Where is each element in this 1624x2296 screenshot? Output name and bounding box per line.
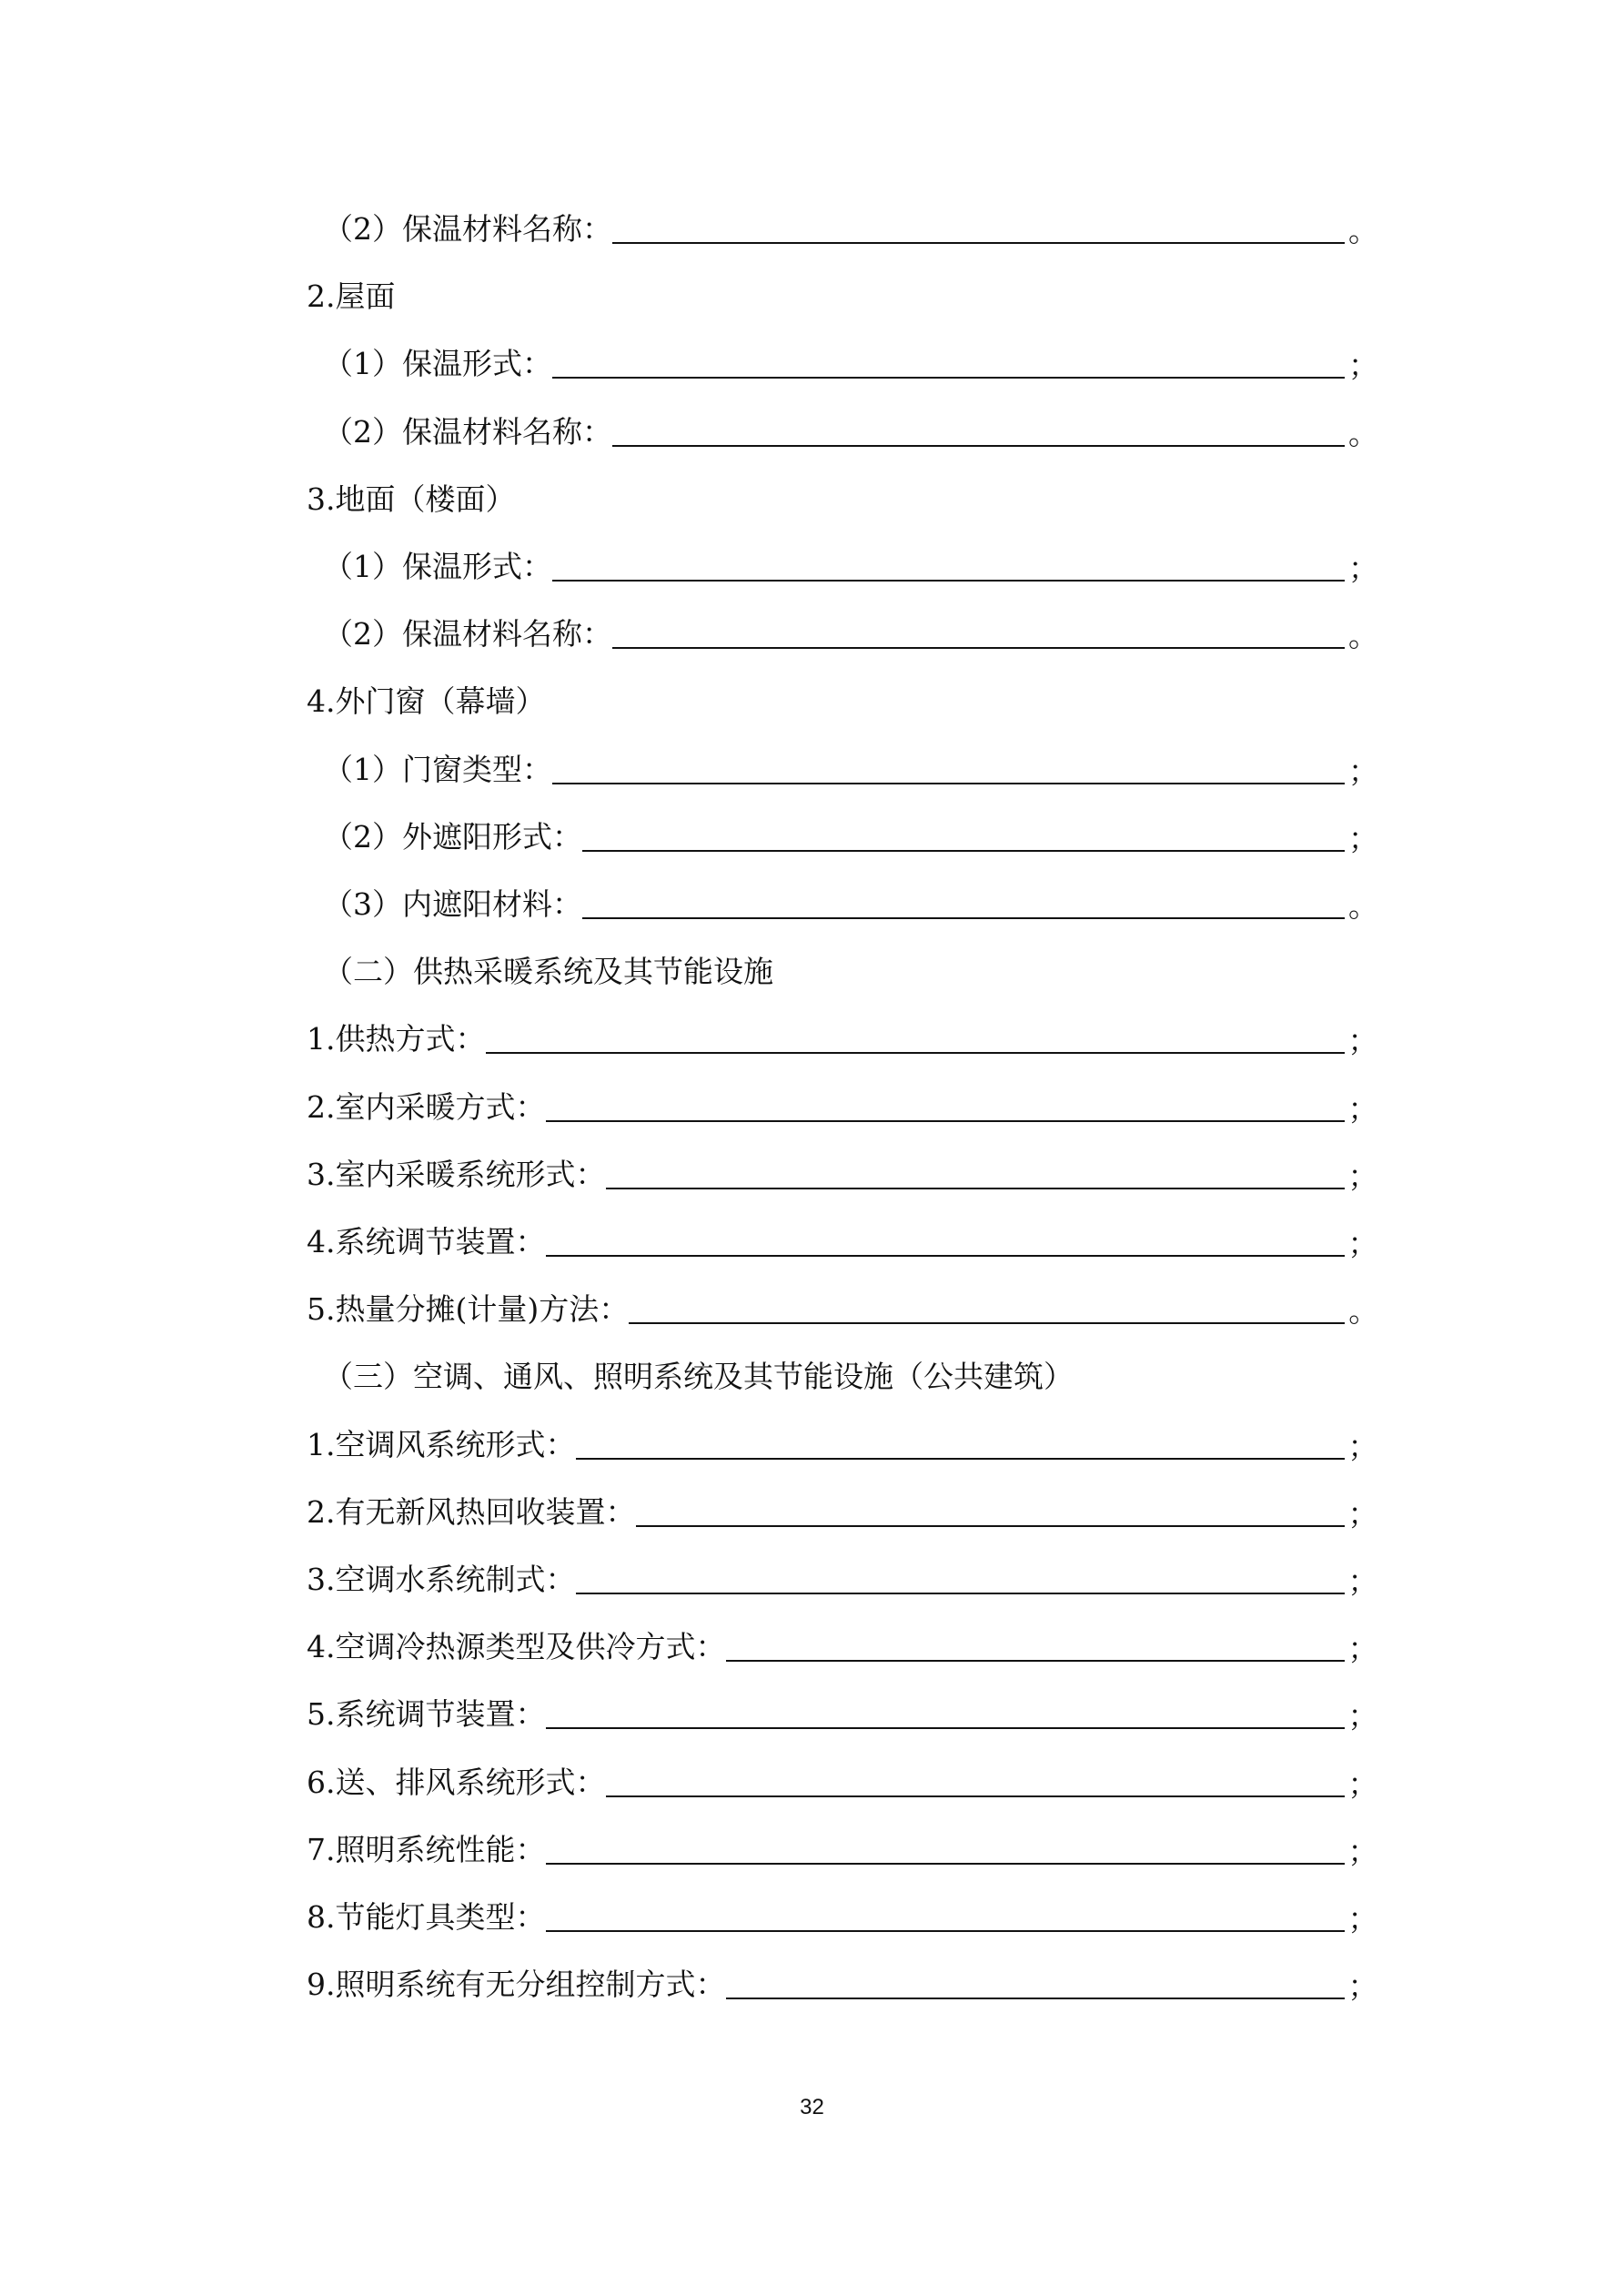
form-field-row xyxy=(323,603,1378,653)
section-heading xyxy=(307,671,546,720)
form-field-row xyxy=(323,536,1378,586)
field-label: 6.送、排风系统形式： xyxy=(307,1765,606,1800)
field-end-punctuation: ； xyxy=(1347,1226,1378,1261)
form-field-row xyxy=(307,1077,1378,1127)
field-label: （2）保温材料名称： xyxy=(323,211,612,247)
field-end-punctuation: ； xyxy=(1347,1901,1378,1937)
field-end-punctuation: ； xyxy=(1347,1496,1378,1532)
field-end-punctuation: ； xyxy=(1347,1563,1378,1599)
section-heading xyxy=(307,266,396,315)
fill-in-blank[interactable] xyxy=(576,1593,1345,1594)
form-field-row xyxy=(323,333,1378,383)
fill-in-blank[interactable] xyxy=(726,1998,1345,1999)
field-label: （2）外遮阳形式： xyxy=(323,819,582,855)
heading-text: 2.屋面 xyxy=(307,278,396,314)
field-label: 3.空调水系统制式： xyxy=(307,1562,576,1597)
field-end-punctuation: 。 xyxy=(1348,1293,1379,1329)
field-label: （3）内遮阳材料： xyxy=(323,886,582,922)
field-end-punctuation: ； xyxy=(1347,1091,1378,1127)
field-label: 3.室内采暖系统形式： xyxy=(307,1157,606,1192)
fill-in-blank[interactable] xyxy=(552,377,1345,379)
field-end-punctuation: 。 xyxy=(1348,618,1378,653)
form-field-row xyxy=(323,806,1378,856)
fill-in-blank[interactable] xyxy=(636,1525,1345,1527)
fill-in-blank[interactable] xyxy=(546,1727,1345,1729)
field-label: 5.热量分摊(计量)方法： xyxy=(307,1291,630,1327)
fill-in-blank[interactable] xyxy=(606,1795,1345,1797)
field-label: （1）保温形式： xyxy=(323,346,552,381)
fill-in-blank[interactable] xyxy=(612,647,1345,649)
field-label: （1）保温形式： xyxy=(323,549,552,584)
field-end-punctuation: ； xyxy=(1347,1631,1378,1666)
field-end-punctuation: 。 xyxy=(1348,213,1378,248)
field-label: 5.系统调节装置： xyxy=(307,1696,546,1732)
field-end-punctuation: ； xyxy=(1347,1023,1378,1058)
fill-in-blank[interactable] xyxy=(726,1660,1345,1662)
form-field-row xyxy=(307,1954,1378,2004)
fill-in-blank[interactable] xyxy=(552,783,1345,784)
field-label: （1）门窗类型： xyxy=(323,752,552,787)
field-label: （2）保温材料名称： xyxy=(323,414,612,450)
form-field-row xyxy=(323,739,1378,789)
fill-in-blank[interactable] xyxy=(546,1863,1345,1865)
fill-in-blank[interactable] xyxy=(576,1458,1345,1460)
page-number: 32 xyxy=(800,2095,824,2119)
field-label: 1.供热方式： xyxy=(307,1021,486,1057)
field-label: 4.系统调节装置： xyxy=(307,1224,546,1259)
fill-in-blank[interactable] xyxy=(582,917,1345,919)
section-heading xyxy=(323,1346,1074,1395)
field-end-punctuation: ； xyxy=(1348,821,1378,856)
form-field-row xyxy=(307,1886,1378,1937)
section-heading xyxy=(307,469,516,518)
form-field-row xyxy=(307,1819,1378,1869)
heading-text: （三）空调、通风、照明系统及其节能设施（公共建筑） xyxy=(323,1359,1074,1394)
fill-in-blank[interactable] xyxy=(552,580,1345,582)
field-end-punctuation: 。 xyxy=(1348,888,1378,924)
heading-text: 3.地面（楼面） xyxy=(307,481,516,517)
field-end-punctuation: ； xyxy=(1347,1834,1378,1869)
form-field-row xyxy=(307,1144,1378,1194)
fill-in-blank[interactable] xyxy=(629,1322,1345,1324)
fill-in-blank[interactable] xyxy=(612,445,1345,447)
fill-in-blank[interactable] xyxy=(546,1120,1345,1122)
field-label: （2）保温材料名称： xyxy=(323,616,612,652)
form-field-row xyxy=(307,1549,1378,1599)
fill-in-blank[interactable] xyxy=(582,850,1345,852)
field-end-punctuation: ； xyxy=(1347,1158,1378,1194)
field-label: 2.室内采暖方式： xyxy=(307,1089,546,1125)
field-end-punctuation: ； xyxy=(1347,1429,1378,1464)
section-heading xyxy=(323,941,773,990)
fill-in-blank[interactable] xyxy=(546,1930,1345,1932)
form-field-row xyxy=(323,401,1378,451)
form-field-row xyxy=(307,1211,1378,1261)
form-field-row xyxy=(307,1752,1378,1802)
form-field-row xyxy=(323,198,1378,248)
field-end-punctuation: ； xyxy=(1347,1698,1378,1734)
field-end-punctuation: ； xyxy=(1348,348,1378,383)
fill-in-blank[interactable] xyxy=(486,1052,1345,1054)
field-label: 2.有无新风热回收装置： xyxy=(307,1494,636,1530)
field-label: 4.空调冷热源类型及供冷方式： xyxy=(307,1629,726,1664)
form-field-row xyxy=(307,1482,1378,1532)
form-field-row xyxy=(307,1684,1378,1734)
field-end-punctuation: ； xyxy=(1347,1766,1378,1802)
field-label: 7.照明系统性能： xyxy=(307,1832,546,1867)
field-end-punctuation: 。 xyxy=(1348,416,1378,451)
form-field-row xyxy=(307,1414,1378,1464)
field-end-punctuation: ； xyxy=(1348,551,1378,586)
field-label: 1.空调风系统形式： xyxy=(307,1427,576,1462)
field-end-punctuation: ； xyxy=(1347,1968,1378,2004)
heading-text: 4.外门窗（幕墙） xyxy=(307,683,546,719)
fill-in-blank[interactable] xyxy=(606,1188,1345,1189)
field-end-punctuation: ； xyxy=(1348,754,1378,789)
fill-in-blank[interactable] xyxy=(612,242,1345,244)
form-field-row xyxy=(307,1279,1379,1329)
form-field-row xyxy=(323,874,1378,924)
form-field-row xyxy=(307,1616,1378,1666)
heading-text: （二）供热采暖系统及其节能设施 xyxy=(323,954,773,989)
field-label: 9.照明系统有无分组控制方式： xyxy=(307,1967,726,2002)
form-field-row xyxy=(307,1008,1378,1058)
fill-in-blank[interactable] xyxy=(546,1255,1345,1257)
field-label: 8.节能灯具类型： xyxy=(307,1899,546,1935)
